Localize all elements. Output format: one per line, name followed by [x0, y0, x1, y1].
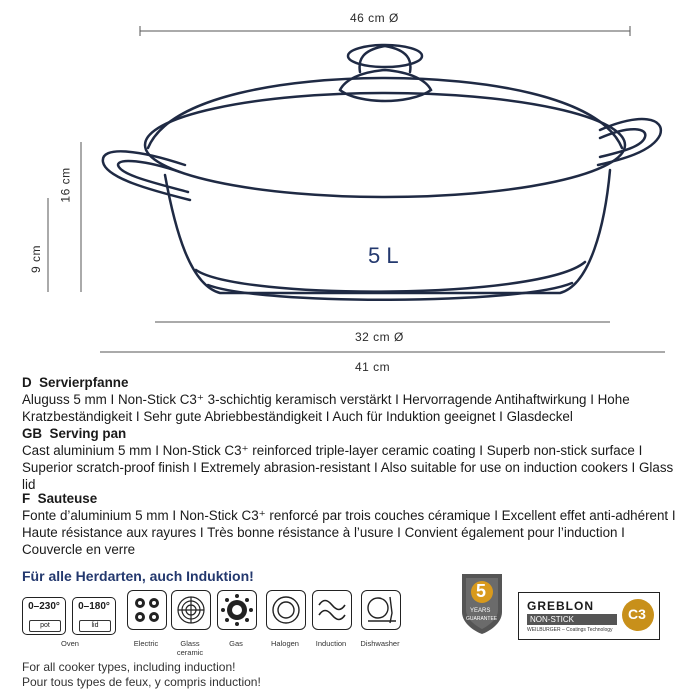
section-code: GB — [22, 426, 43, 441]
halogen-icon — [266, 590, 306, 630]
oven-lid-temp — [72, 597, 116, 635]
guarantee-text: GUARANTEE — [466, 616, 498, 622]
footer-en: For all cooker types, including induction! — [22, 660, 236, 674]
greblon-logo — [518, 592, 660, 640]
induction-icon — [312, 590, 352, 630]
section-fr — [22, 490, 687, 558]
tagline: Für alle Herdarten, auch Induktion! — [22, 568, 254, 584]
electric-label: Electric — [133, 639, 159, 648]
lid-knob — [340, 70, 431, 101]
dishwasher-icon — [361, 590, 401, 630]
gas-icon — [217, 590, 257, 630]
halogen-label: Halogen — [271, 639, 299, 648]
guarantee-number: 5 — [476, 581, 487, 601]
gas-label: Gas — [229, 639, 243, 648]
section-code: D — [22, 375, 32, 390]
section-code: F — [22, 491, 31, 506]
section-text: Cast aluminium 5 mm I Non-Stick C3⁺ reinforced triple-layer ceramic coating I Superb non-stick surface I Superior scratch-proof finish I Extremely abrasion-resistant I Also suitable for use on induction cookers I Glass lid — [22, 443, 674, 492]
greblon-grade: C3 — [628, 606, 646, 622]
section-title: Servierpfanne — [39, 375, 129, 390]
pot-temp-value: 0–230° — [28, 601, 60, 612]
pan-body — [165, 170, 610, 293]
pot-label: pot — [29, 620, 61, 632]
lid-rim — [145, 93, 625, 197]
section-title: Sauteuse — [37, 491, 98, 506]
oven-pot-temp — [22, 597, 66, 635]
base-diameter-label: 32 cm Ø — [355, 330, 404, 344]
section-text: Aluguss 5 mm I Non-Stick C3⁺ 3-schichtig keramisch verstärkt I Hervorragende Antihaftwirkung I Hohe Kratzbeständigkeit I Sehr gute Abriebbeständigkeit I Auch für Induktion geeignet I Glasdeckel — [22, 392, 630, 424]
left-handle — [103, 151, 190, 200]
induction-label: Induction — [315, 639, 347, 648]
oven-label: Oven — [61, 639, 79, 648]
body-height-label: 9 cm — [29, 244, 44, 274]
capacity-label: 5 L — [368, 243, 399, 268]
guarantee-years: YEARS — [470, 608, 491, 614]
electric-icon — [127, 590, 167, 630]
footer-fr: Pour tous types de feux, y compris induction! — [22, 675, 261, 689]
glass-ceramic-label: Glass ceramic — [176, 639, 204, 657]
total-height-label: 16 cm — [58, 167, 73, 203]
lid-label: lid — [79, 620, 111, 632]
body-width-label: 41 cm — [355, 360, 391, 374]
greblon-grade-badge — [622, 599, 654, 631]
glass-ceramic-icon — [171, 590, 211, 630]
greblon-sub: NON-STICK — [527, 614, 617, 625]
lid-diameter-label: 46 cm Ø — [350, 11, 399, 25]
greblon-brand: GREBLON — [527, 599, 594, 613]
guarantee-badge — [458, 572, 506, 636]
section-de — [22, 374, 687, 425]
section-gb — [22, 425, 687, 493]
lid-dome — [148, 78, 622, 148]
lid-temp-value: 0–180° — [78, 601, 110, 612]
section-text: Fonte d’aluminium 5 mm I Non-Stick C3⁺ renforcé par trois couches céramique I Excellent effet anti-adhérent I Haute résistance aux rayures I Très bonne résistance à l’usure I Convient également pour l’induction I Couvercle en verre — [22, 508, 676, 557]
section-title: Serving pan — [49, 426, 127, 441]
greblon-footer: WEILBURGER – Coatings Technology — [527, 627, 613, 633]
dishwasher-label: Dishwasher — [360, 639, 400, 648]
